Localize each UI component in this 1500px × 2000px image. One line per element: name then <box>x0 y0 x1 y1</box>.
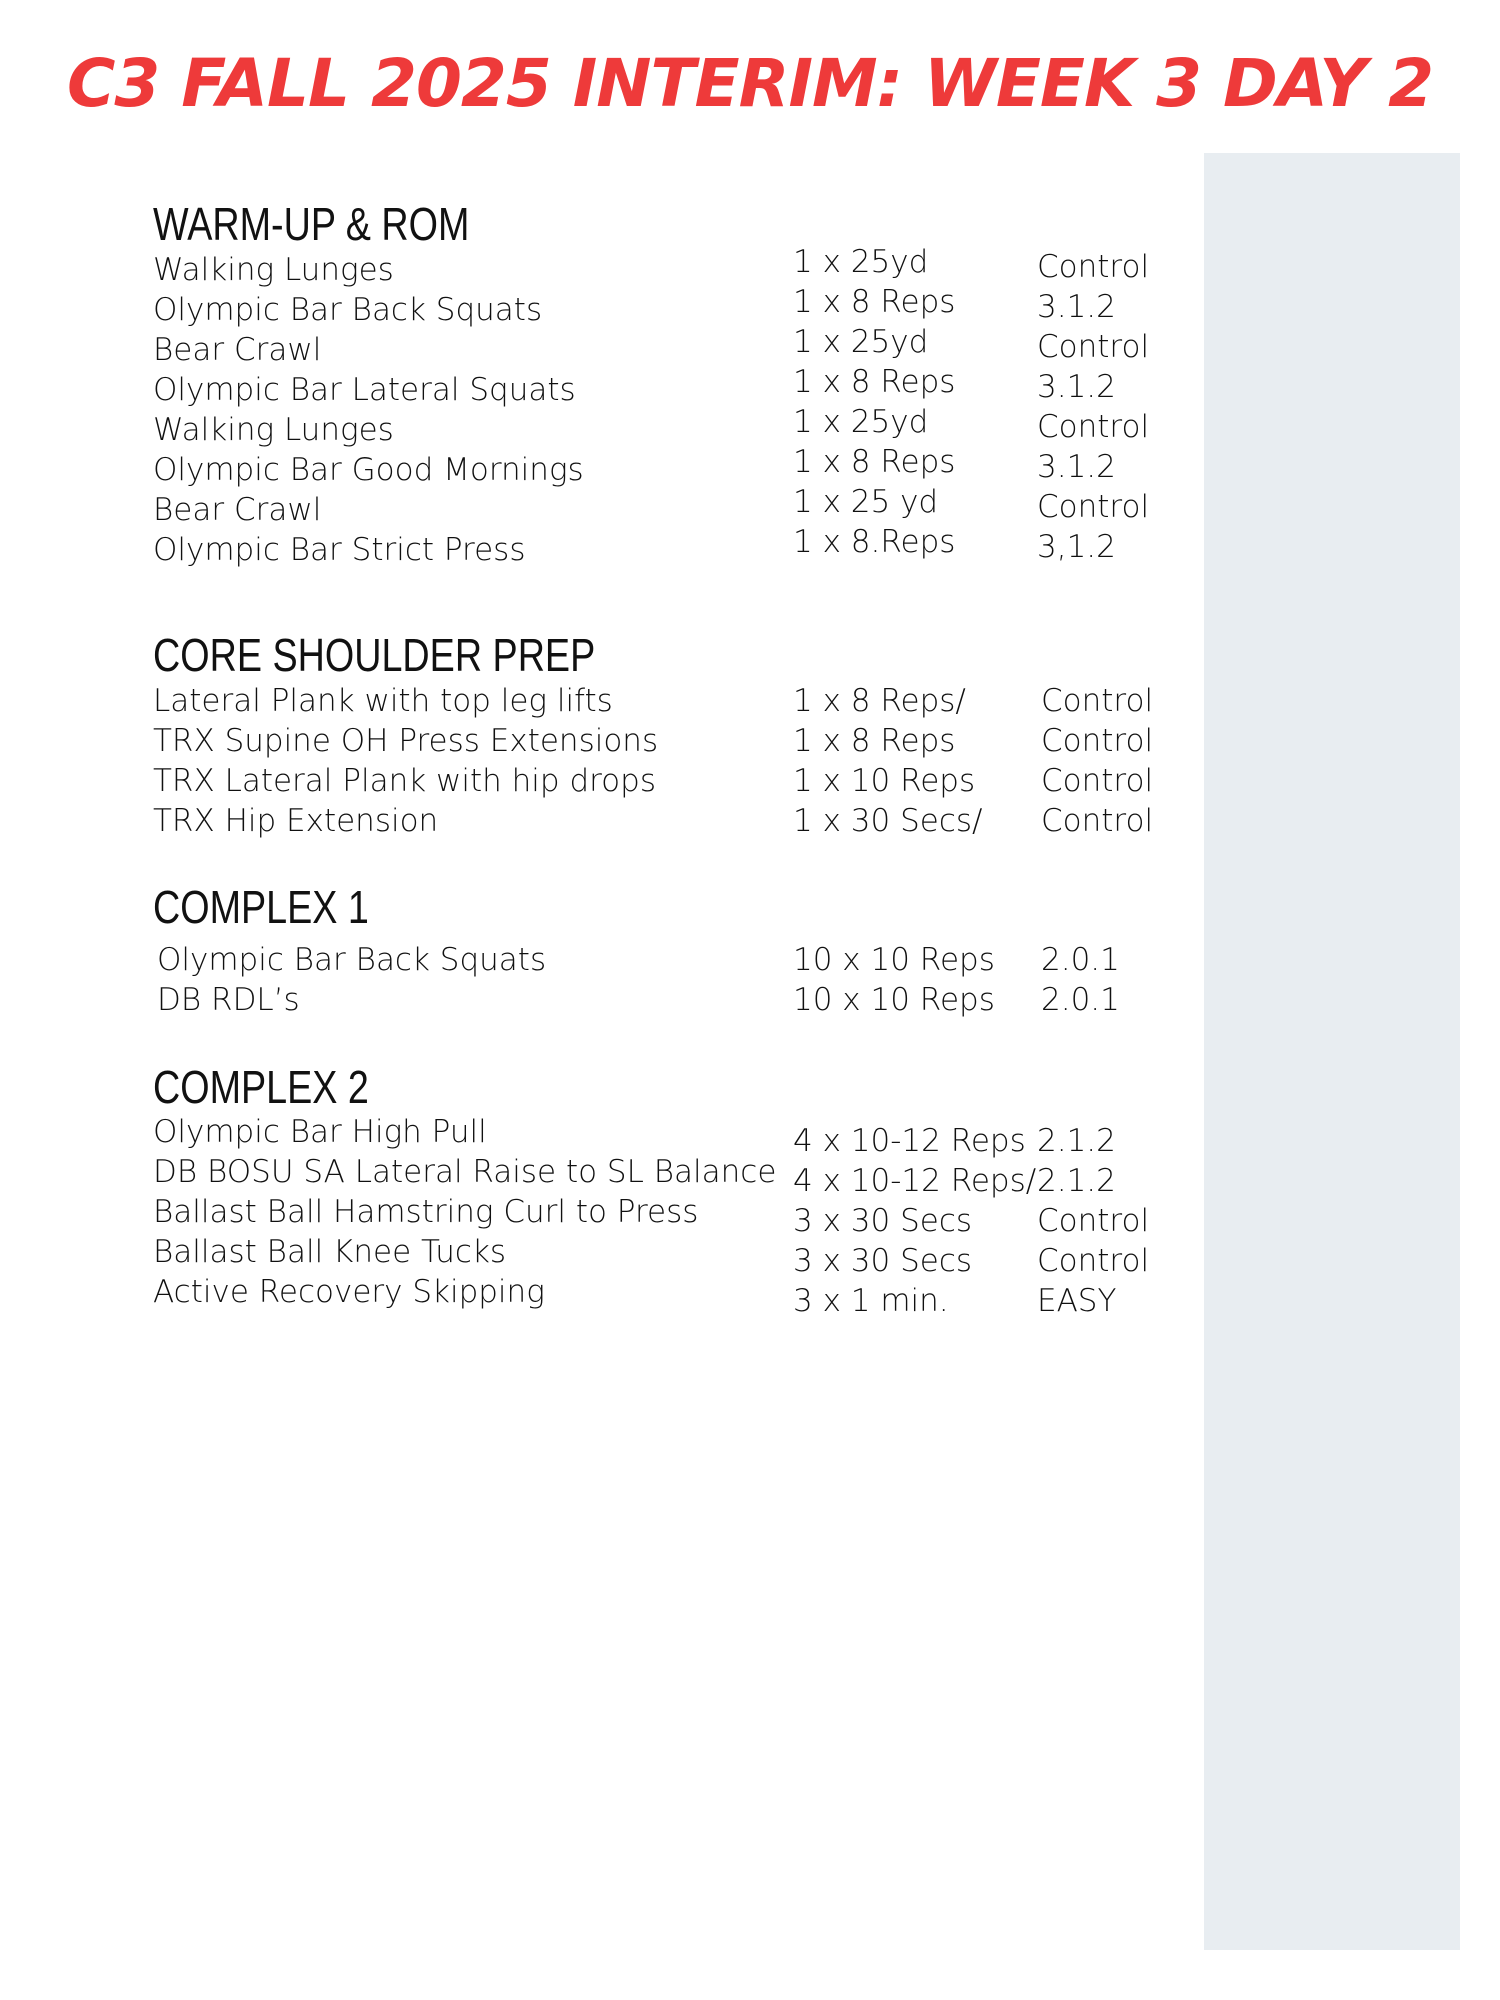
exercise-row <box>0 404 1200 450</box>
exercise-name: Walking Lunges <box>153 412 394 448</box>
exercise-name: Ballast Ball Hamstring Curl to Press <box>153 1194 699 1230</box>
exercise-name: Olympic Bar Good Mornings <box>153 452 584 488</box>
exercise-tempo: 2.0.1 <box>1041 982 1120 1018</box>
exercise-sets: 3 x 30 Secs <box>793 1243 973 1279</box>
exercise-name: TRX Lateral Plank with hip drops <box>153 763 656 799</box>
exercise-sets: 1 x 8 Reps <box>793 444 956 480</box>
exercise-name: Olympic Bar High Pull <box>153 1114 487 1150</box>
exercise-sets: 1 x 8 Reps/ <box>793 683 966 719</box>
exercise-sets: 3 x 30 Secs <box>793 1203 973 1239</box>
exercise-tempo: Control <box>1037 1203 1150 1239</box>
section-heading: COMPLEX 2 <box>153 1061 369 1113</box>
exercise-sets: 4 x 10-12 Reps/ <box>793 1163 1037 1199</box>
exercise-row <box>0 801 1200 841</box>
exercise-tempo: 3,1.2 <box>1037 529 1116 565</box>
exercise-tempo: EASY <box>1037 1283 1117 1319</box>
exercise-name: TRX Hip Extension <box>153 803 439 839</box>
exercise-sets: 1 x 25yd <box>793 324 929 360</box>
exercise-row <box>0 940 1200 980</box>
exercise-tempo: 3.1.2 <box>1037 449 1116 485</box>
exercise-sets: 1 x 30 Secs/ <box>793 803 983 839</box>
exercise-sets: 10 x 10 Reps <box>793 982 995 1018</box>
exercise-tempo: Control <box>1041 763 1154 799</box>
exercise-row <box>0 244 1200 290</box>
exercise-tempo: Control <box>1041 803 1154 839</box>
exercise-row <box>0 1152 1200 1199</box>
exercise-sets: 1 x 10 Reps <box>793 763 976 799</box>
exercise-name: Olympic Bar Back Squats <box>157 942 547 978</box>
side-panel <box>1204 153 1460 1950</box>
exercise-name: DB RDL’s <box>157 982 300 1018</box>
exercise-row <box>0 1272 1200 1319</box>
exercise-sets: 1 x 8 Reps <box>793 364 956 400</box>
exercise-row <box>0 681 1200 721</box>
exercise-row <box>0 721 1200 761</box>
exercise-sets: 1 x 25yd <box>793 404 929 440</box>
exercise-row <box>0 284 1200 330</box>
exercise-name: Ballast Ball Knee Tucks <box>153 1234 507 1270</box>
section-heading: COMPLEX 1 <box>153 881 369 933</box>
exercise-row <box>0 1232 1200 1279</box>
exercise-tempo: 2.1.2 <box>1037 1163 1116 1199</box>
exercise-tempo: Control <box>1037 329 1150 365</box>
exercise-name: DB BOSU SA Lateral Raise to SL Balance <box>153 1154 777 1190</box>
exercise-sets: 4 x 10-12 Reps <box>793 1123 1026 1159</box>
exercise-row <box>0 1112 1200 1159</box>
exercise-sets: 1 x 8 Reps <box>793 723 956 759</box>
exercise-tempo: 3.1.2 <box>1037 289 1116 325</box>
exercise-row <box>0 761 1200 801</box>
exercise-name: Olympic Bar Back Squats <box>153 292 543 328</box>
exercise-name: Olympic Bar Lateral Squats <box>153 372 576 408</box>
exercise-tempo: Control <box>1037 1243 1150 1279</box>
exercise-row <box>0 484 1200 530</box>
exercise-sets: 3 x 1 min. <box>793 1283 949 1319</box>
exercise-sets: 10 x 10 Reps <box>793 942 995 978</box>
exercise-tempo: Control <box>1037 249 1150 285</box>
exercise-row <box>0 980 1200 1020</box>
exercise-name: Bear Crawl <box>153 332 322 368</box>
section-heading: WARM-UP & ROM <box>153 198 470 250</box>
exercise-row <box>0 524 1200 570</box>
page-title: C3 FALL 2025 INTERIM: WEEK 3 DAY 2 <box>66 45 1434 122</box>
exercise-name: Bear Crawl <box>153 492 322 528</box>
section-heading: CORE SHOULDER PREP <box>153 629 596 681</box>
exercise-name: Lateral Plank with top leg lifts <box>153 683 613 719</box>
exercise-sets: 1 x 25yd <box>793 244 929 280</box>
exercise-tempo: Control <box>1041 683 1154 719</box>
exercise-name: Olympic Bar Strict Press <box>153 532 526 568</box>
exercise-row <box>0 444 1200 490</box>
exercise-tempo: Control <box>1037 409 1150 445</box>
exercise-row <box>0 324 1200 370</box>
exercise-tempo: Control <box>1037 489 1150 525</box>
exercise-tempo: 2.0.1 <box>1041 942 1120 978</box>
exercise-sets: 1 x 8 Reps <box>793 284 956 320</box>
exercise-name: TRX Supine OH Press Extensions <box>153 723 659 759</box>
exercise-row <box>0 1192 1200 1239</box>
exercise-row <box>0 364 1200 410</box>
exercise-name: Walking Lunges <box>153 252 394 288</box>
exercise-sets: 1 x 25 yd <box>793 484 939 520</box>
exercise-sets: 1 x 8.Reps <box>793 524 956 560</box>
exercise-tempo: Control <box>1041 723 1154 759</box>
exercise-tempo: 2.1.2 <box>1037 1123 1116 1159</box>
exercise-tempo: 3.1.2 <box>1037 369 1116 405</box>
exercise-name: Active Recovery Skipping <box>153 1274 545 1310</box>
